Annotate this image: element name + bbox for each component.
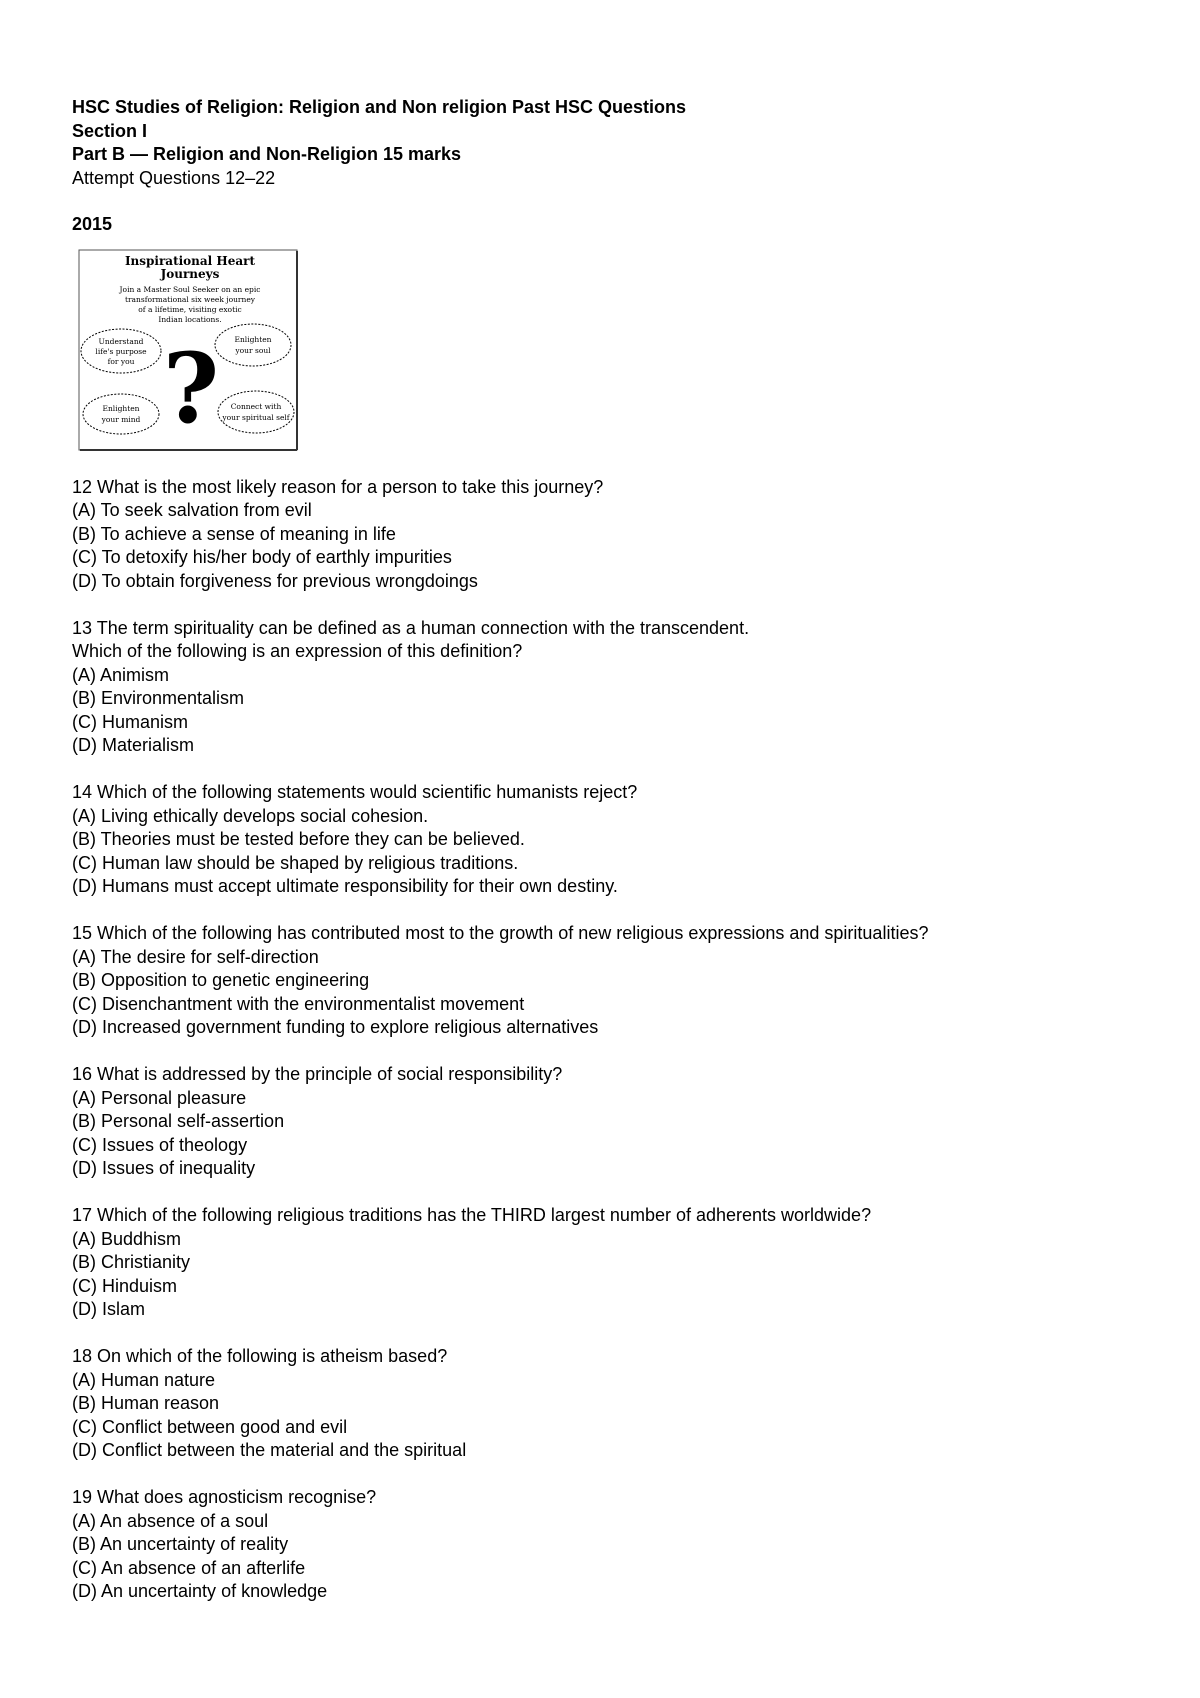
- question-stem: 14 Which of the following statements would scientific humanists reject?: [72, 782, 638, 802]
- question-stem-continued: Which of the following is an expression of this definition?: [72, 641, 523, 661]
- question-18: [72, 1345, 1152, 1463]
- option-c: (C) An absence of an afterlife: [72, 1557, 306, 1578]
- option-b: (B) Environmentalism: [72, 688, 245, 708]
- figure-blurb-line1: Join a Master Soul Seeker on an epic: [119, 284, 261, 294]
- question-13: [72, 617, 1152, 758]
- document-title: HSC Studies of Religion: Religion and Non religion Past HSC Questions: [72, 97, 687, 117]
- question-mark-symbol: ?: [162, 331, 220, 445]
- option-d: (D) To obtain forgiveness for previous wrongdoings: [72, 570, 478, 591]
- question-stem: 16 What is addressed by the principle of social responsibility?: [72, 1064, 563, 1084]
- question-17: [72, 1204, 1152, 1322]
- option-b: (B) To achieve a sense of meaning in life: [72, 523, 396, 544]
- bubble1-line3: for you: [107, 356, 135, 366]
- option-d: (D) An uncertainty of knowledge: [72, 1581, 328, 1601]
- bubble1-line2: life's purpose: [95, 346, 147, 356]
- bubble4-line2: your spiritual self: [222, 412, 290, 422]
- bubble2-line1: Enlighten: [234, 334, 272, 344]
- journey-advertisement-image: [78, 249, 298, 451]
- bubble2-line2: your soul: [235, 345, 271, 355]
- year-heading: 2015: [72, 214, 113, 234]
- option-b: (B) Theories must be tested before they can be believed.: [72, 829, 525, 849]
- question-stem: 17 Which of the following religious traditions has the THIRD largest number of adherents worldwide?: [72, 1205, 872, 1225]
- instruction-text: Attempt Questions 12–22: [72, 167, 276, 188]
- question-stem: 18 On which of the following is atheism based?: [72, 1346, 448, 1366]
- option-a: (A) Personal pleasure: [72, 1087, 247, 1108]
- option-a: (A) Animism: [72, 664, 170, 685]
- figure-blurb-line4: Indian locations.: [158, 314, 222, 324]
- question-15: [72, 922, 1152, 1040]
- option-a: (A) Buddhism: [72, 1228, 182, 1249]
- part-heading: Part B — Religion and Non-Religion 15 marks: [72, 144, 462, 164]
- figure-blurb-line3: of a lifetime, visiting exotic: [138, 304, 242, 314]
- bubble4-line1: Connect with: [230, 401, 282, 411]
- option-a: (A) An absence of a soul: [72, 1510, 269, 1531]
- option-d: (D) Increased government funding to explore religious alternatives: [72, 1017, 599, 1037]
- option-c: (C) Issues of theology: [72, 1134, 248, 1155]
- question-stem: 19 What does agnosticism recognise?: [72, 1487, 377, 1507]
- option-a: (A) To seek salvation from evil: [72, 500, 312, 520]
- option-a: (A) Human nature: [72, 1369, 216, 1390]
- option-b: (B) Personal self-assertion: [72, 1111, 285, 1131]
- document-page: [72, 96, 1152, 1627]
- question-stem: 12 What is the most likely reason for a person to take this journey?: [72, 476, 604, 497]
- question-14: [72, 781, 1152, 899]
- question-stem: 13 The term spirituality can be defined as a human connection with the transcendent.: [72, 617, 750, 638]
- option-c: (C) Hinduism: [72, 1275, 178, 1296]
- option-c: (C) Humanism: [72, 711, 189, 732]
- question-16: [72, 1063, 1152, 1181]
- bubble1-line1: Understand: [98, 336, 144, 346]
- option-b: (B) Opposition to genetic engineering: [72, 970, 370, 990]
- option-d: (D) Humans must accept ultimate responsibility for their own destiny.: [72, 876, 618, 896]
- option-a: (A) The desire for self-direction: [72, 946, 319, 967]
- option-c: (C) Disenchantment with the environmentalist movement: [72, 993, 525, 1014]
- option-b: (B) Christianity: [72, 1252, 191, 1272]
- question-19: [72, 1486, 1152, 1604]
- figure-blurb-line2: transformational six week journey: [124, 294, 256, 304]
- figure-title-line2: Journeys: [160, 266, 220, 281]
- section-heading: Section I: [72, 120, 148, 141]
- option-c: (C) Human law should be shaped by religious traditions.: [72, 852, 519, 873]
- option-d: (D) Materialism: [72, 735, 195, 755]
- option-c: (C) Conflict between good and evil: [72, 1416, 348, 1437]
- option-b: (B) An uncertainty of reality: [72, 1534, 289, 1554]
- bubble3-line2: your mind: [101, 414, 141, 424]
- figure-title-line1: Inspirational Heart: [124, 253, 256, 268]
- option-c: (C) To detoxify his/her body of earthly impurities: [72, 547, 452, 567]
- question-stem: 15 Which of the following has contributed most to the growth of new religious expressions and spiritualities?: [72, 923, 929, 943]
- option-b: (B) Human reason: [72, 1393, 220, 1413]
- question-list: [72, 476, 1152, 1604]
- bubble3-line1: Enlighten: [102, 403, 140, 413]
- option-d: (D) Conflict between the material and the spiritual: [72, 1440, 467, 1460]
- option-d: (D) Issues of inequality: [72, 1158, 256, 1178]
- option-a: (A) Living ethically develops social cohesion.: [72, 805, 429, 826]
- option-d: (D) Islam: [72, 1299, 145, 1319]
- question-12: [72, 476, 1152, 594]
